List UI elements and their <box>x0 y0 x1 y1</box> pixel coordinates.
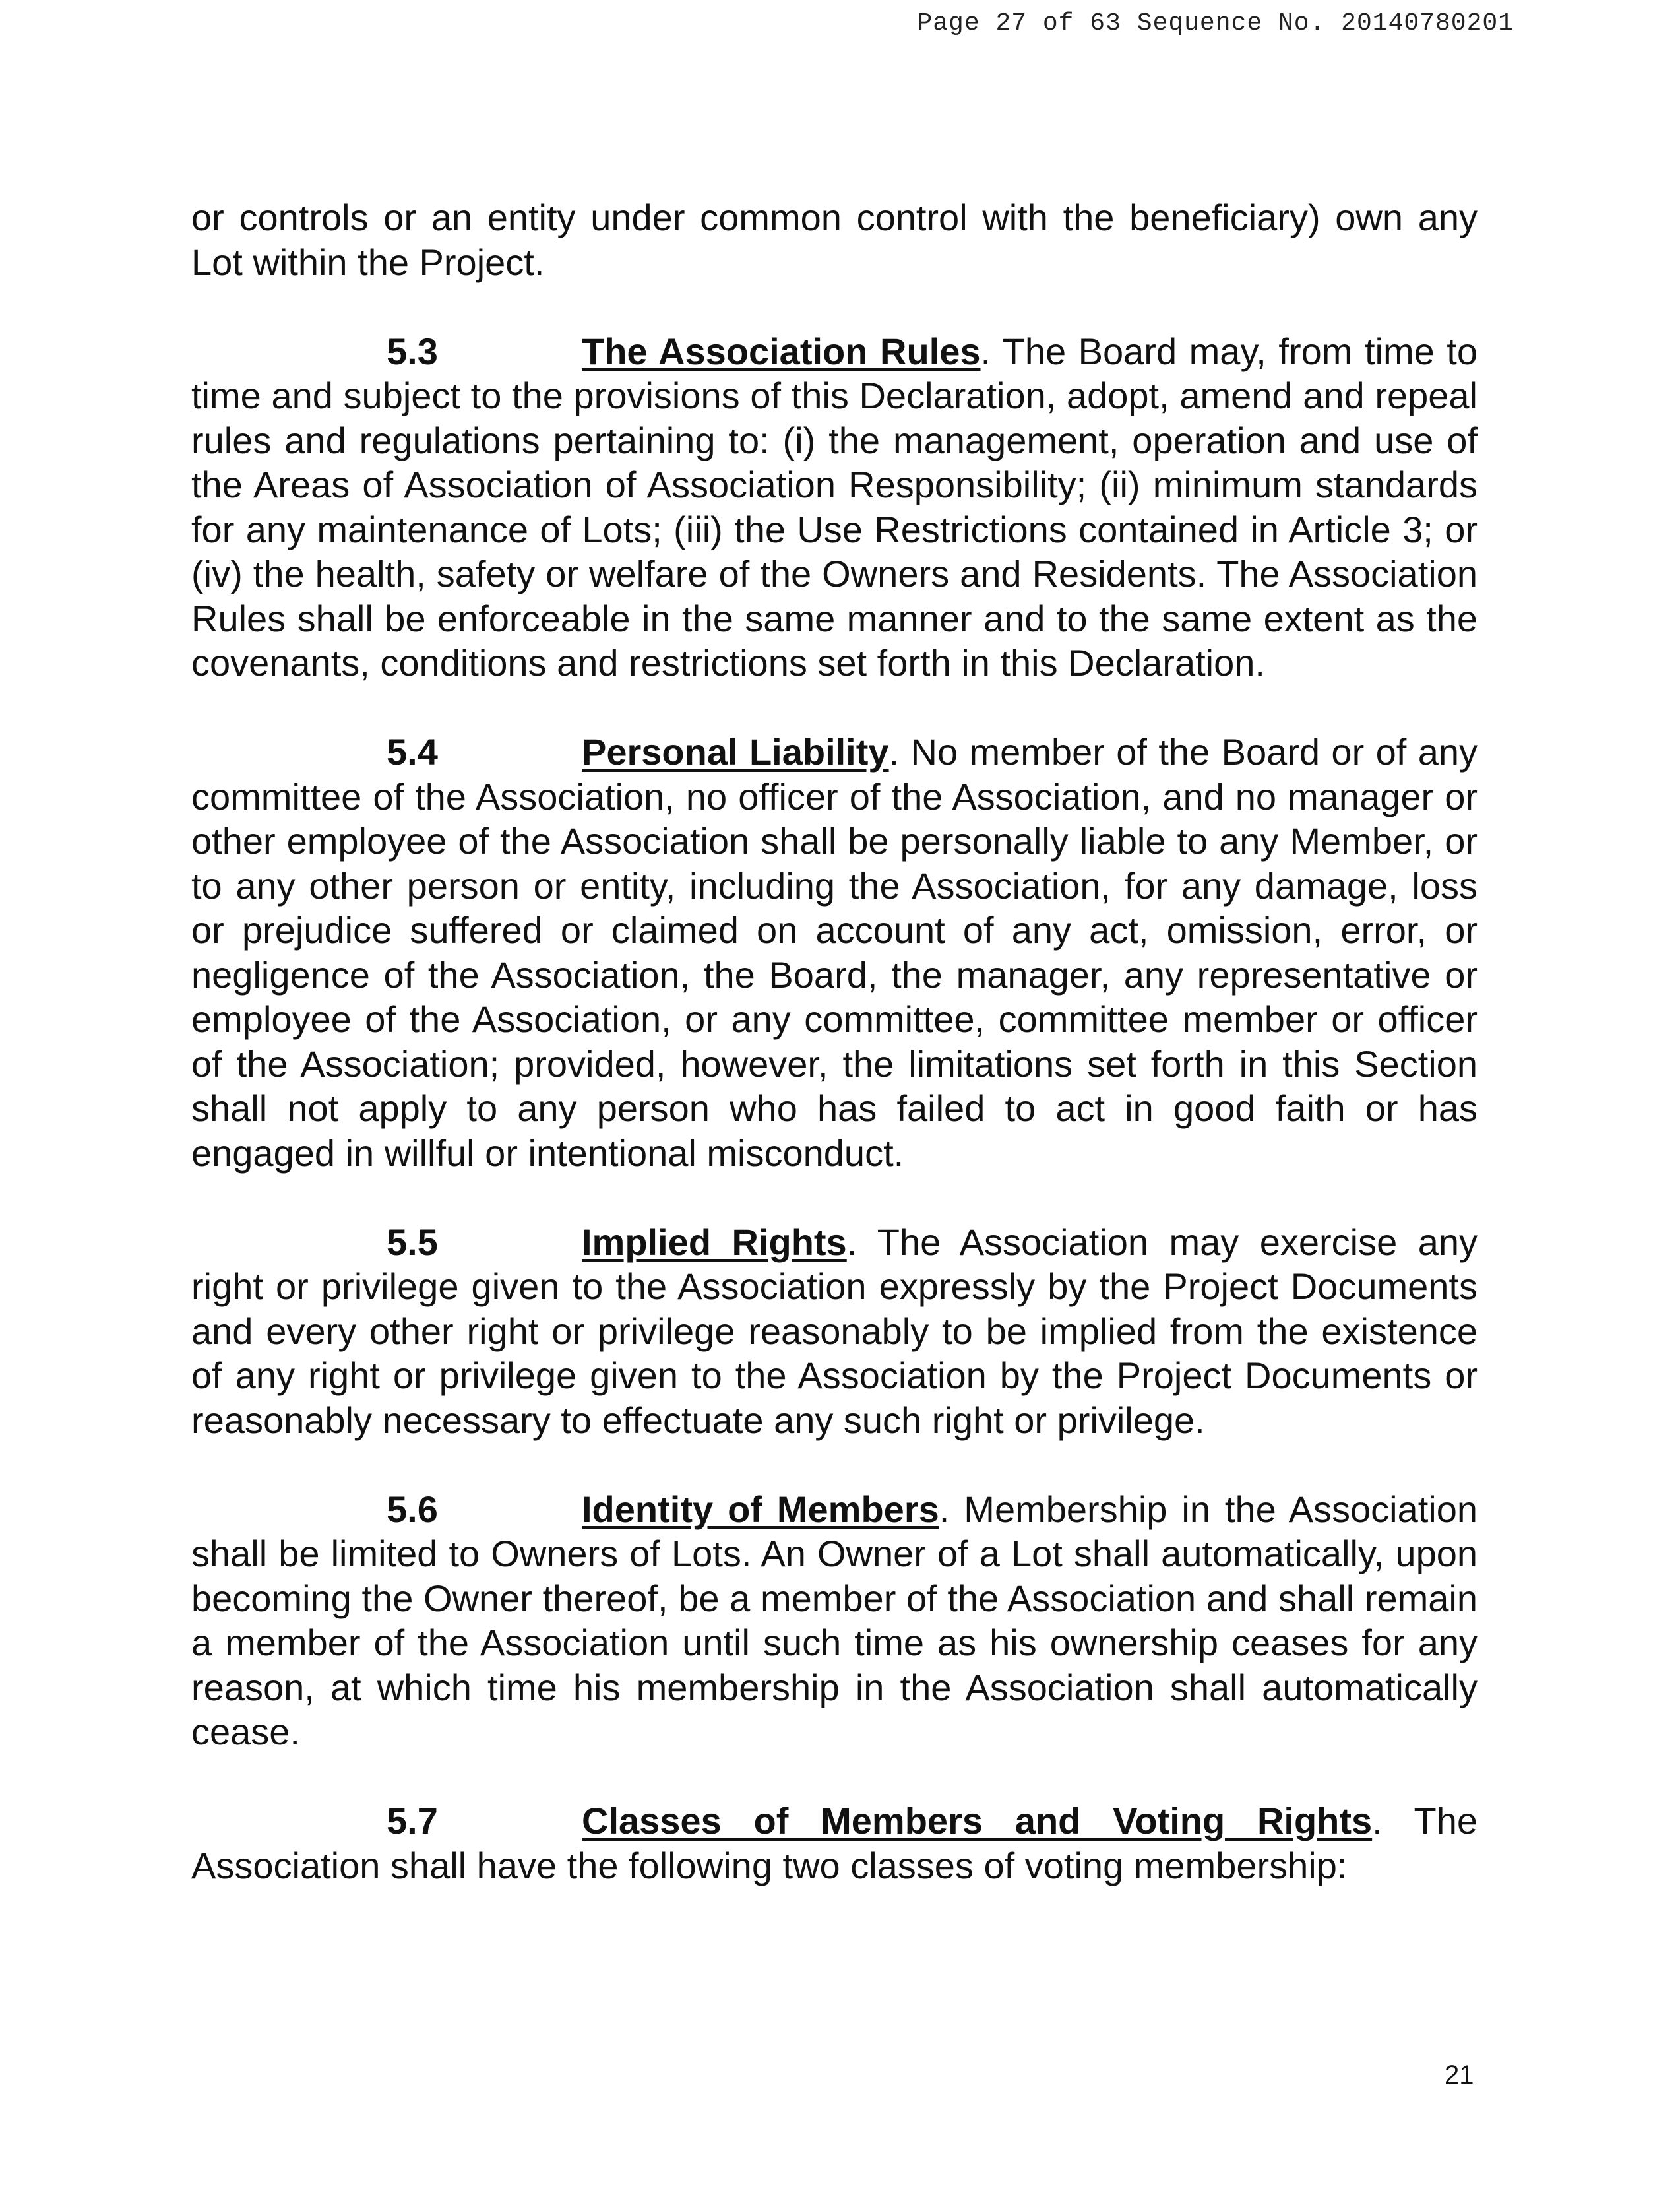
section-text: The Association shall have the following two classes of voting membership: <box>191 1800 1478 1886</box>
section-title: Implied Rights <box>582 1221 847 1263</box>
section-title: Identity of Members <box>582 1488 939 1530</box>
section-text: The Board may, from time to time and subject to the provisions of this Declaration, adopt, amend and repeal rules and regulations pertaining to: (i) the management, operation and use of the Areas of Association of Association Responsibility; (ii) minimum standards for any maintenance of Lots; (iii) the Use Restrictions contained in Article 3; or (iv) the health, safety or welfare of the Owners and Residents. The Association Rules shall be enforceable in the same manner and to the same extent as the covenants, conditions and restrictions set forth in this Declaration. <box>191 330 1478 684</box>
section-text: The Association may exercise any right or privilege given to the Association expressly by the Project Documents and every other right or privilege reasonably to be implied from the existence of any right or privilege given to the Association by the Project Documents or reasonably necessary to effectuate any such right or privilege. <box>191 1221 1478 1441</box>
section-title-punct: . <box>846 1221 857 1263</box>
section-5-5 <box>191 1220 1478 1443</box>
section-number: 5.4 <box>387 731 438 773</box>
section-number: 5.7 <box>387 1800 438 1841</box>
section-title: Personal Liability <box>582 731 889 773</box>
document-body <box>191 195 1478 1933</box>
section-5-6 <box>191 1487 1478 1754</box>
section-text: Membership in the Association shall be limited to Owners of Lots. An Owner of a Lot shall automatically, upon becoming the Owner thereof, be a member of the Association and shall remain a member of the Association until such time as his ownership ceases for any reason, at which time his membership in the Association shall automatically cease. <box>191 1488 1478 1752</box>
section-title-punct: . <box>980 330 991 372</box>
section-5-7 <box>191 1799 1478 1888</box>
section-title-punct: . <box>1372 1800 1383 1841</box>
section-title: The Association Rules <box>582 330 981 372</box>
section-title: Classes of Members and Voting Rights <box>582 1800 1373 1841</box>
section-title-punct: . <box>939 1488 950 1530</box>
section-5-4 <box>191 730 1478 1175</box>
section-title-punct: . <box>888 731 900 773</box>
page-sequence-header: Page 27 of 63 Sequence No. 20140780201 <box>917 9 1514 38</box>
section-text: No member of the Board or of any committee of the Association, no officer of the Association, and no manager or other employee of the Association shall be personally liable to any Member, or to any other person or entity, including the Association, for any damage, loss or prejudice suffered or claimed on account of any act, omission, error, or negligence of the Association, the Board, the manager, any representative or employee of the Association, or any committee, committee member or officer of the Association; provided, however, the limitations set forth in this Section shall not apply to any person who has failed to act in good faith or has engaged in willful or intentional misconduct. <box>191 731 1478 1174</box>
continuation-paragraph: or controls or an entity under common control with the beneficiary) own any Lot within the Project. <box>191 197 1478 283</box>
section-number: 5.5 <box>387 1221 438 1263</box>
section-number: 5.6 <box>387 1488 438 1530</box>
section-number: 5.3 <box>387 330 438 372</box>
page-number: 21 <box>1445 2061 1474 2090</box>
section-5-3 <box>191 329 1478 686</box>
